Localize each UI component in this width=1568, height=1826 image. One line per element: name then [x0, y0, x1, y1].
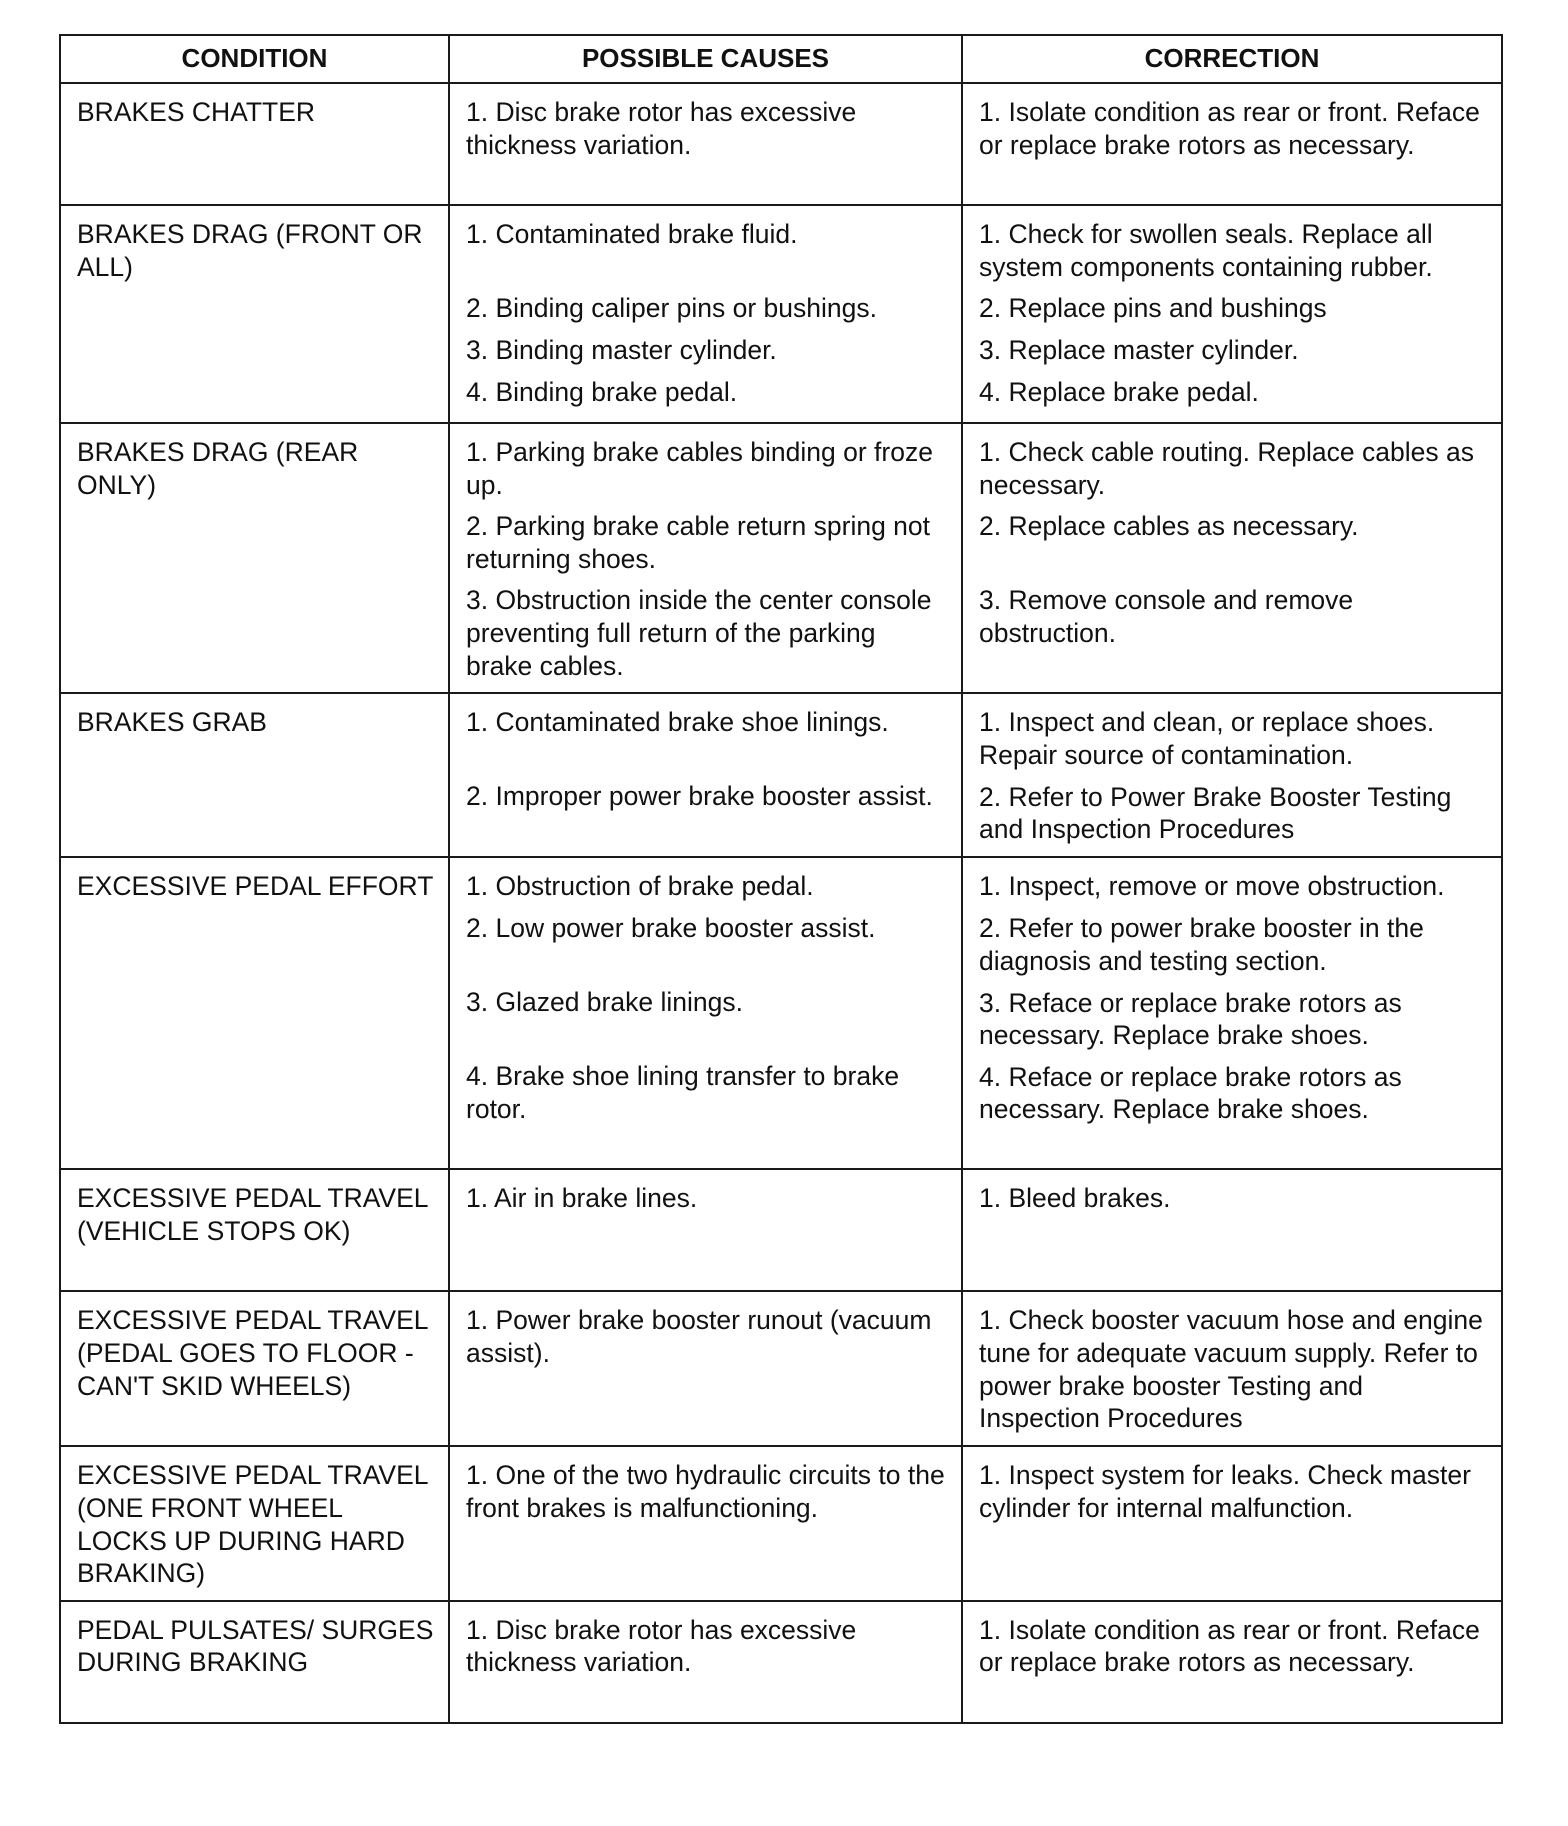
possible-causes-cell — [449, 83, 962, 205]
possible-causes-cell — [449, 693, 962, 857]
correction-item: 4. Replace brake pedal. — [979, 377, 1259, 408]
correction-item: 1. Inspect, remove or move obstruction. — [979, 871, 1445, 902]
condition-cell: BRAKES DRAG (FRONT OR ALL) — [60, 205, 449, 423]
correction-cell — [962, 83, 1502, 205]
table-row — [60, 205, 1502, 423]
correction-cell — [962, 1446, 1502, 1600]
table-row — [60, 1291, 1502, 1446]
cause-item: 1. Parking brake cables binding or froze up. — [466, 437, 933, 500]
correction-item: 3. Reface or replace brake rotors as necessary. Replace brake shoes. — [979, 987, 1402, 1051]
table-row — [60, 423, 1502, 693]
cause-item: 2. Improper power brake booster assist. — [466, 781, 933, 812]
table-row — [60, 857, 1502, 1169]
cause-item: 2. Binding caliper pins or bushings. — [466, 293, 877, 323]
table-body — [60, 83, 1502, 1723]
correction-cell — [962, 423, 1502, 693]
table-row — [60, 693, 1502, 857]
cause-item: 1. Power brake booster runout (vacuum assist). — [466, 1305, 932, 1368]
correction-cell — [962, 1169, 1502, 1291]
correction-item: 2. Refer to power brake booster in the diagnosis and testing section. — [979, 913, 1424, 976]
correction-item: 3. Remove console and remove obstruction. — [979, 585, 1354, 648]
possible-causes-cell — [449, 857, 962, 1169]
header-condition: CONDITION — [60, 35, 449, 83]
cause-item: 4. Binding brake pedal. — [466, 377, 738, 407]
possible-causes-cell — [449, 1601, 962, 1723]
correction-item: 4. Reface or replace brake rotors as necessary. Replace brake shoes. — [979, 1061, 1402, 1125]
condition-cell: EXCESSIVE PEDAL TRAVEL (VEHICLE STOPS OK) — [60, 1169, 449, 1291]
correction-item: 1. Isolate condition as rear or front. Reface or replace brake rotors as necessary. — [979, 1614, 1480, 1678]
correction-item: 1. Check cable routing. Replace cables as necessary. — [979, 437, 1474, 500]
cause-item: 1. One of the two hydraulic circuits to the front brakes is malfunctioning. — [466, 1460, 945, 1523]
correction-cell — [962, 1601, 1502, 1723]
condition-cell: EXCESSIVE PEDAL TRAVEL (ONE FRONT WHEEL LOCKS UP DURING HARD BRAKING) — [60, 1446, 449, 1600]
cause-item: 3. Binding master cylinder. — [466, 335, 777, 365]
correction-item: 3. Replace master cylinder. — [979, 335, 1299, 366]
cause-item: 3. Obstruction inside the center console preventing full return of the parking brake cables. — [466, 585, 932, 681]
correction-cell — [962, 1291, 1502, 1446]
cause-item: 2. Low power brake booster assist. — [466, 913, 876, 944]
condition-cell: EXCESSIVE PEDAL TRAVEL (PEDAL GOES TO FLOOR - CAN'T SKID WHEELS) — [60, 1291, 449, 1446]
correction-item: 1. Inspect and clean, or replace shoes. Repair source of contamination. — [979, 707, 1435, 770]
header-row — [60, 35, 1502, 83]
possible-causes-cell — [449, 205, 962, 423]
header-correction: CORRECTION — [962, 35, 1502, 83]
correction-item: 1. Isolate condition as rear or front. Reface or replace brake rotors as necessary. — [979, 97, 1480, 160]
condition-cell: PEDAL PULSATES/ SURGES DURING BRAKING — [60, 1601, 449, 1723]
possible-causes-cell — [449, 1291, 962, 1446]
table-row — [60, 1446, 1502, 1600]
cause-item: 1. Contaminated brake fluid. — [466, 219, 798, 249]
cause-item: 2. Parking brake cable return spring not returning shoes. — [466, 511, 931, 574]
correction-item: 1. Check booster vacuum hose and engine tune for adequate vacuum supply. Refer to power brake booster Testing and Inspection Procedures — [979, 1305, 1483, 1434]
possible-causes-cell — [449, 1446, 962, 1600]
correction-item: 1. Check for swollen seals. Replace all system components containing rubber. — [979, 219, 1433, 282]
correction-item: 1. Inspect system for leaks. Check master cylinder for internal malfunction. — [979, 1460, 1471, 1523]
table-row — [60, 83, 1502, 205]
correction-item: 2. Refer to Power Brake Booster Testing and Inspection Procedures — [979, 781, 1452, 845]
header-possible-causes: POSSIBLE CAUSES — [449, 35, 962, 83]
possible-causes-cell — [449, 1169, 962, 1291]
cause-item: 1. Contaminated brake shoe linings. — [466, 707, 889, 738]
correction-cell — [962, 205, 1502, 423]
diagnosis-table — [59, 34, 1503, 1724]
cause-item: 1. Air in brake lines. — [466, 1183, 698, 1214]
possible-causes-cell — [449, 423, 962, 693]
cause-item: 1. Obstruction of brake pedal. — [466, 871, 814, 902]
table-row — [60, 1169, 1502, 1291]
condition-cell: BRAKES GRAB — [60, 693, 449, 857]
cause-item: 4. Brake shoe lining transfer to brake rotor. — [466, 1061, 900, 1124]
correction-item: 1. Bleed brakes. — [979, 1183, 1171, 1214]
condition-cell: BRAKES DRAG (REAR ONLY) — [60, 423, 449, 693]
correction-item: 2. Replace cables as necessary. — [979, 511, 1359, 542]
cause-item: 3. Glazed brake linings. — [466, 987, 743, 1018]
condition-cell: EXCESSIVE PEDAL EFFORT — [60, 857, 449, 1169]
cause-item: 1. Disc brake rotor has excessive thickness variation. — [466, 1614, 857, 1678]
condition-cell: BRAKES CHATTER — [60, 83, 449, 205]
correction-item: 2. Replace pins and bushings — [979, 293, 1327, 324]
table-row — [60, 1601, 1502, 1723]
correction-cell — [962, 693, 1502, 857]
cause-item: 1. Disc brake rotor has excessive thickness variation. — [466, 97, 857, 160]
correction-cell — [962, 857, 1502, 1169]
